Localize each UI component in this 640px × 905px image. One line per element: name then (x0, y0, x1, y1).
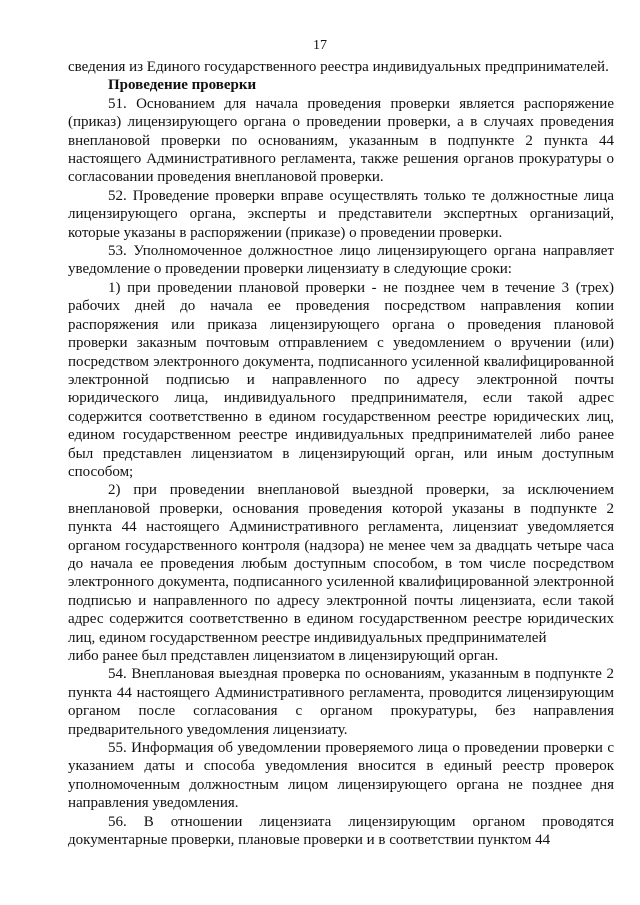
paragraph-53-item-2-end: либо ранее был представлен лицензиатом в лицензирующий орган. (68, 648, 499, 664)
paragraph-56: 56. В отношении лицензиата лицензирующим органом проводятся документарные проверки, плановые проверки и в соответствии пунктом 44 (68, 813, 614, 849)
paragraph-53-item-1: 1) при проведении плановой проверки - не позднее чем в течение 3 (трех) рабочих дней до начала ее проведения посредством направления копии распоряжения или приказа лицензирующего органа о проведения плановой проверки заказным почтовым отправлением с уведомлением о вручении (или) посредством электронного документа, подписанного усиленной квалифицированной электронной подписью и направленного по адресу электронной почты юридического лица, индивидуального предпринимателя, если такой адрес содержится соответственно в едином государственном реестре юридических лиц, едином государственном реестре индивидуальных предпринимателей либо ранее был представлен лицензиатом в лицензирующий орган, или иным доступным способом; (68, 279, 614, 480)
paragraph-53: 53. Уполномоченное должностное лицо лицензирующего органа направляет уведомление о проведении проверки лицензиату в следующие сроки: (68, 243, 614, 278)
paragraph-54: 54. Внеплановая выездная проверка по основаниям, указанным в подпункте 2 пункта 44 настоящего Административного регламента, проводится лицензирующим органом после согласования с органом прокуратуры, без направления предварительного уведомления лицензиату. (68, 666, 614, 738)
page-number: 17 (313, 38, 327, 53)
document-body (68, 58, 614, 849)
paragraph-55: 55. Информация об уведомлении проверяемого лица о проведении проверки с указанием даты и способа уведомления вносится в единый реестр проверок уполномоченным должностным лицом лицензирующего органа не позднее дня направления уведомления. (68, 740, 614, 812)
section-heading: Проведение проверки (108, 77, 257, 94)
paragraph-53-item-2: 2) при проведении внеплановой выездной проверки, за исключением внеплановой проверки, основания проведения которой указаны в подпункте 2 пункта 44 настоящего Административного регламента, лицензиат уведомляется органом государственного контроля (надзора) не менее чем за двадцать четыре часа до начала ее проведения любым доступным способом, в том числе посредством электронного документа, подписанного усиленной квалифицированной электронной подписью и направленного по адресу электронной почты лицензиата, если такой адрес содержится соответственно в едином государственном реестре юридических лиц, едином государственном реестре индивидуальных предпринимателей (68, 482, 614, 646)
paragraph-continuation: сведения из Единого государственного реестра индивидуальных предпринимателей. (68, 59, 609, 75)
paragraph-52: 52. Проведение проверки вправе осуществлять только те должностные лица лицензирующего органа, эксперты и представители экспертных организаций, которые указаны в распоряжении (приказе) о проведении проверки. (68, 187, 614, 241)
paragraph-51: 51. Основанием для начала проведения проверки является распоряжение (приказ) лицензирующего органа о проведении проверки, а в случаях проведения внеплановой проверки по основаниям, указанным в подпункте 2 пункта 44 настоящего Административного регламента, также решения органов прокуратуры о согласовании проведения внеплановой проверки. (68, 95, 614, 186)
